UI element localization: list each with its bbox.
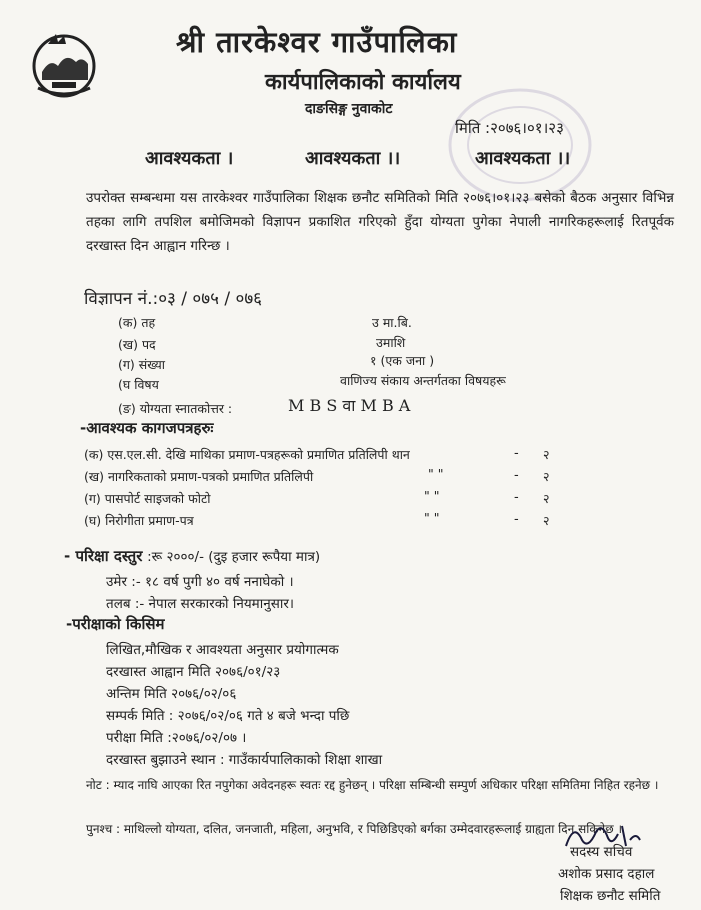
signatory-name: अशोक प्रसाद दहाल: [558, 866, 655, 882]
document-item: (ख) नागरिकताको प्रमाण-पत्रको प्रमाणित प्रतिलिपी: [84, 469, 314, 484]
ditto-mark: " ": [424, 510, 440, 525]
postscript-text: पुनश्च : माथिल्लो योग्यता, दलित, जनजाती, महिला, अनुभवि, र पिछिडिएको बर्गका उम्मेदवारहरूलाई ग्राह्यता दिन सकिनेछ ।: [86, 822, 622, 836]
exam-line: सम्पर्क मिति : २०७६/०२/०६ गते ४ बजे भन्दा पछि: [106, 708, 350, 724]
signatory-role: सदस्य सचिव: [570, 844, 633, 860]
office-address: दाङसिङ्ग नुवाकोट: [305, 101, 393, 117]
exam-line: परीक्षा मिति :२०७६/०२/०७ ।: [106, 730, 247, 746]
ditto-mark: " ": [428, 466, 444, 481]
municipality-title: श्री तारकेश्वर गाउँपालिका: [176, 25, 458, 59]
exam-line: दरखास्त आह्वान मिति २०७६/०१/२३: [106, 664, 281, 680]
document-dash: -: [514, 490, 519, 505]
exam-line: दरखास्त बुझाउने स्थान : गाउँकार्यपालिकाको शिक्षा शाखा: [106, 752, 383, 768]
qualification-label: (ङ) योग्यता स्नातकोत्तर :: [118, 401, 233, 416]
document-dash: -: [514, 446, 519, 461]
intro-paragraph: उपरोक्त सम्बन्धमा यस तारकेश्वर गाउँपालिका शिक्षक छनौट समितिको मिति २०७६।०१।२३ बसेको बैठक अनुसार विभिन्न तहका लागि तपशिल बमोजिमको विज्ञापन प्रकाशित गरिएको हुँदा योग्यता पुगेका नेपाली नागरिकहरूलाई रितपूर्वक दरखास्त दिन आह्वान गरिन्छ ।: [86, 190, 674, 254]
office-title: कार्यपालिकाको कार्यालय: [265, 70, 461, 95]
detail-label: (ग) संख्या: [118, 357, 166, 372]
exam-fee-value: :रू २०००/- (दुइ हजार रूपैया मात्र): [147, 549, 321, 565]
document-dash: -: [514, 512, 519, 527]
requirement-heading-3: आवश्यकता ।।: [475, 148, 571, 169]
detail-label: (ख) पद: [118, 337, 156, 352]
salary-info: तलब :- नेपाल सरकारको नियमानुसार।: [106, 596, 294, 612]
municipality-emblem: [28, 28, 100, 100]
advertisement-number: विज्ञापन नं.:०३ / ०७५ / ०७६: [84, 289, 263, 309]
detail-label: (क) तह: [118, 315, 156, 330]
ditto-mark: " ": [424, 488, 440, 503]
document-dash: -: [514, 468, 519, 483]
document-item: (क) एस.एल.सी. देखि माथिका प्रमाण-पत्रहरूको प्रमाणित प्रतिलिपी थान: [84, 447, 410, 462]
age-requirement: उमेर :- १८ वर्ष पुगी ४० वर्ष ननाघेको ।: [106, 574, 294, 590]
exam-fee-label: - परिक्षा दस्तुर: [64, 547, 143, 565]
detail-value: १ (एक जना ): [370, 353, 435, 368]
detail-label: (घ विषय: [118, 377, 159, 392]
detail-value: उ मा.बि.: [372, 315, 412, 330]
document-count: २: [543, 447, 550, 462]
signatory-committee: शिक्षक छनौट समिति: [560, 888, 661, 904]
qualification-value: M B S वा M B A: [288, 396, 411, 415]
note-text: नोट : म्याद नाघि आएका रित नपुगेका अवेदनहरू स्वतः रद्द हुनेछन् । परिक्षा सम्बिन्धी सम्पुर्ण अधिकार परिक्षा समितिमा निहित रहनेछ ।: [86, 778, 659, 792]
exam-line: अन्तिम मिति २०७६/०२/०६: [106, 686, 237, 702]
exam-fee: [64, 546, 320, 566]
exam-heading: -परीक्षाको किसिम: [66, 615, 165, 633]
exam-line: लिखित,मौखिक र आवश्यता अनुसार प्रयोगात्मक: [106, 642, 339, 658]
detail-value: वाणिज्य संकाय अन्तर्गतका विषयहरू: [340, 373, 506, 388]
document-count: २: [543, 491, 550, 506]
document-count: २: [543, 469, 550, 484]
document-item: (घ) निरोगीता प्रमाण-पत्र: [84, 513, 194, 528]
requirement-heading-1: आवश्यकता ।: [145, 148, 234, 169]
detail-value: उमाशि: [376, 335, 406, 350]
requirement-heading-2: आवश्यकता ।।: [305, 148, 401, 169]
notice-date: मिति :२०७६।०१।२३: [455, 119, 564, 137]
document-count: २: [543, 513, 550, 528]
document-item: (ग) पासपोर्ट साइजको फोटो: [84, 491, 211, 506]
documents-heading: -आवश्यक कागजपत्रहरुः: [80, 419, 214, 437]
